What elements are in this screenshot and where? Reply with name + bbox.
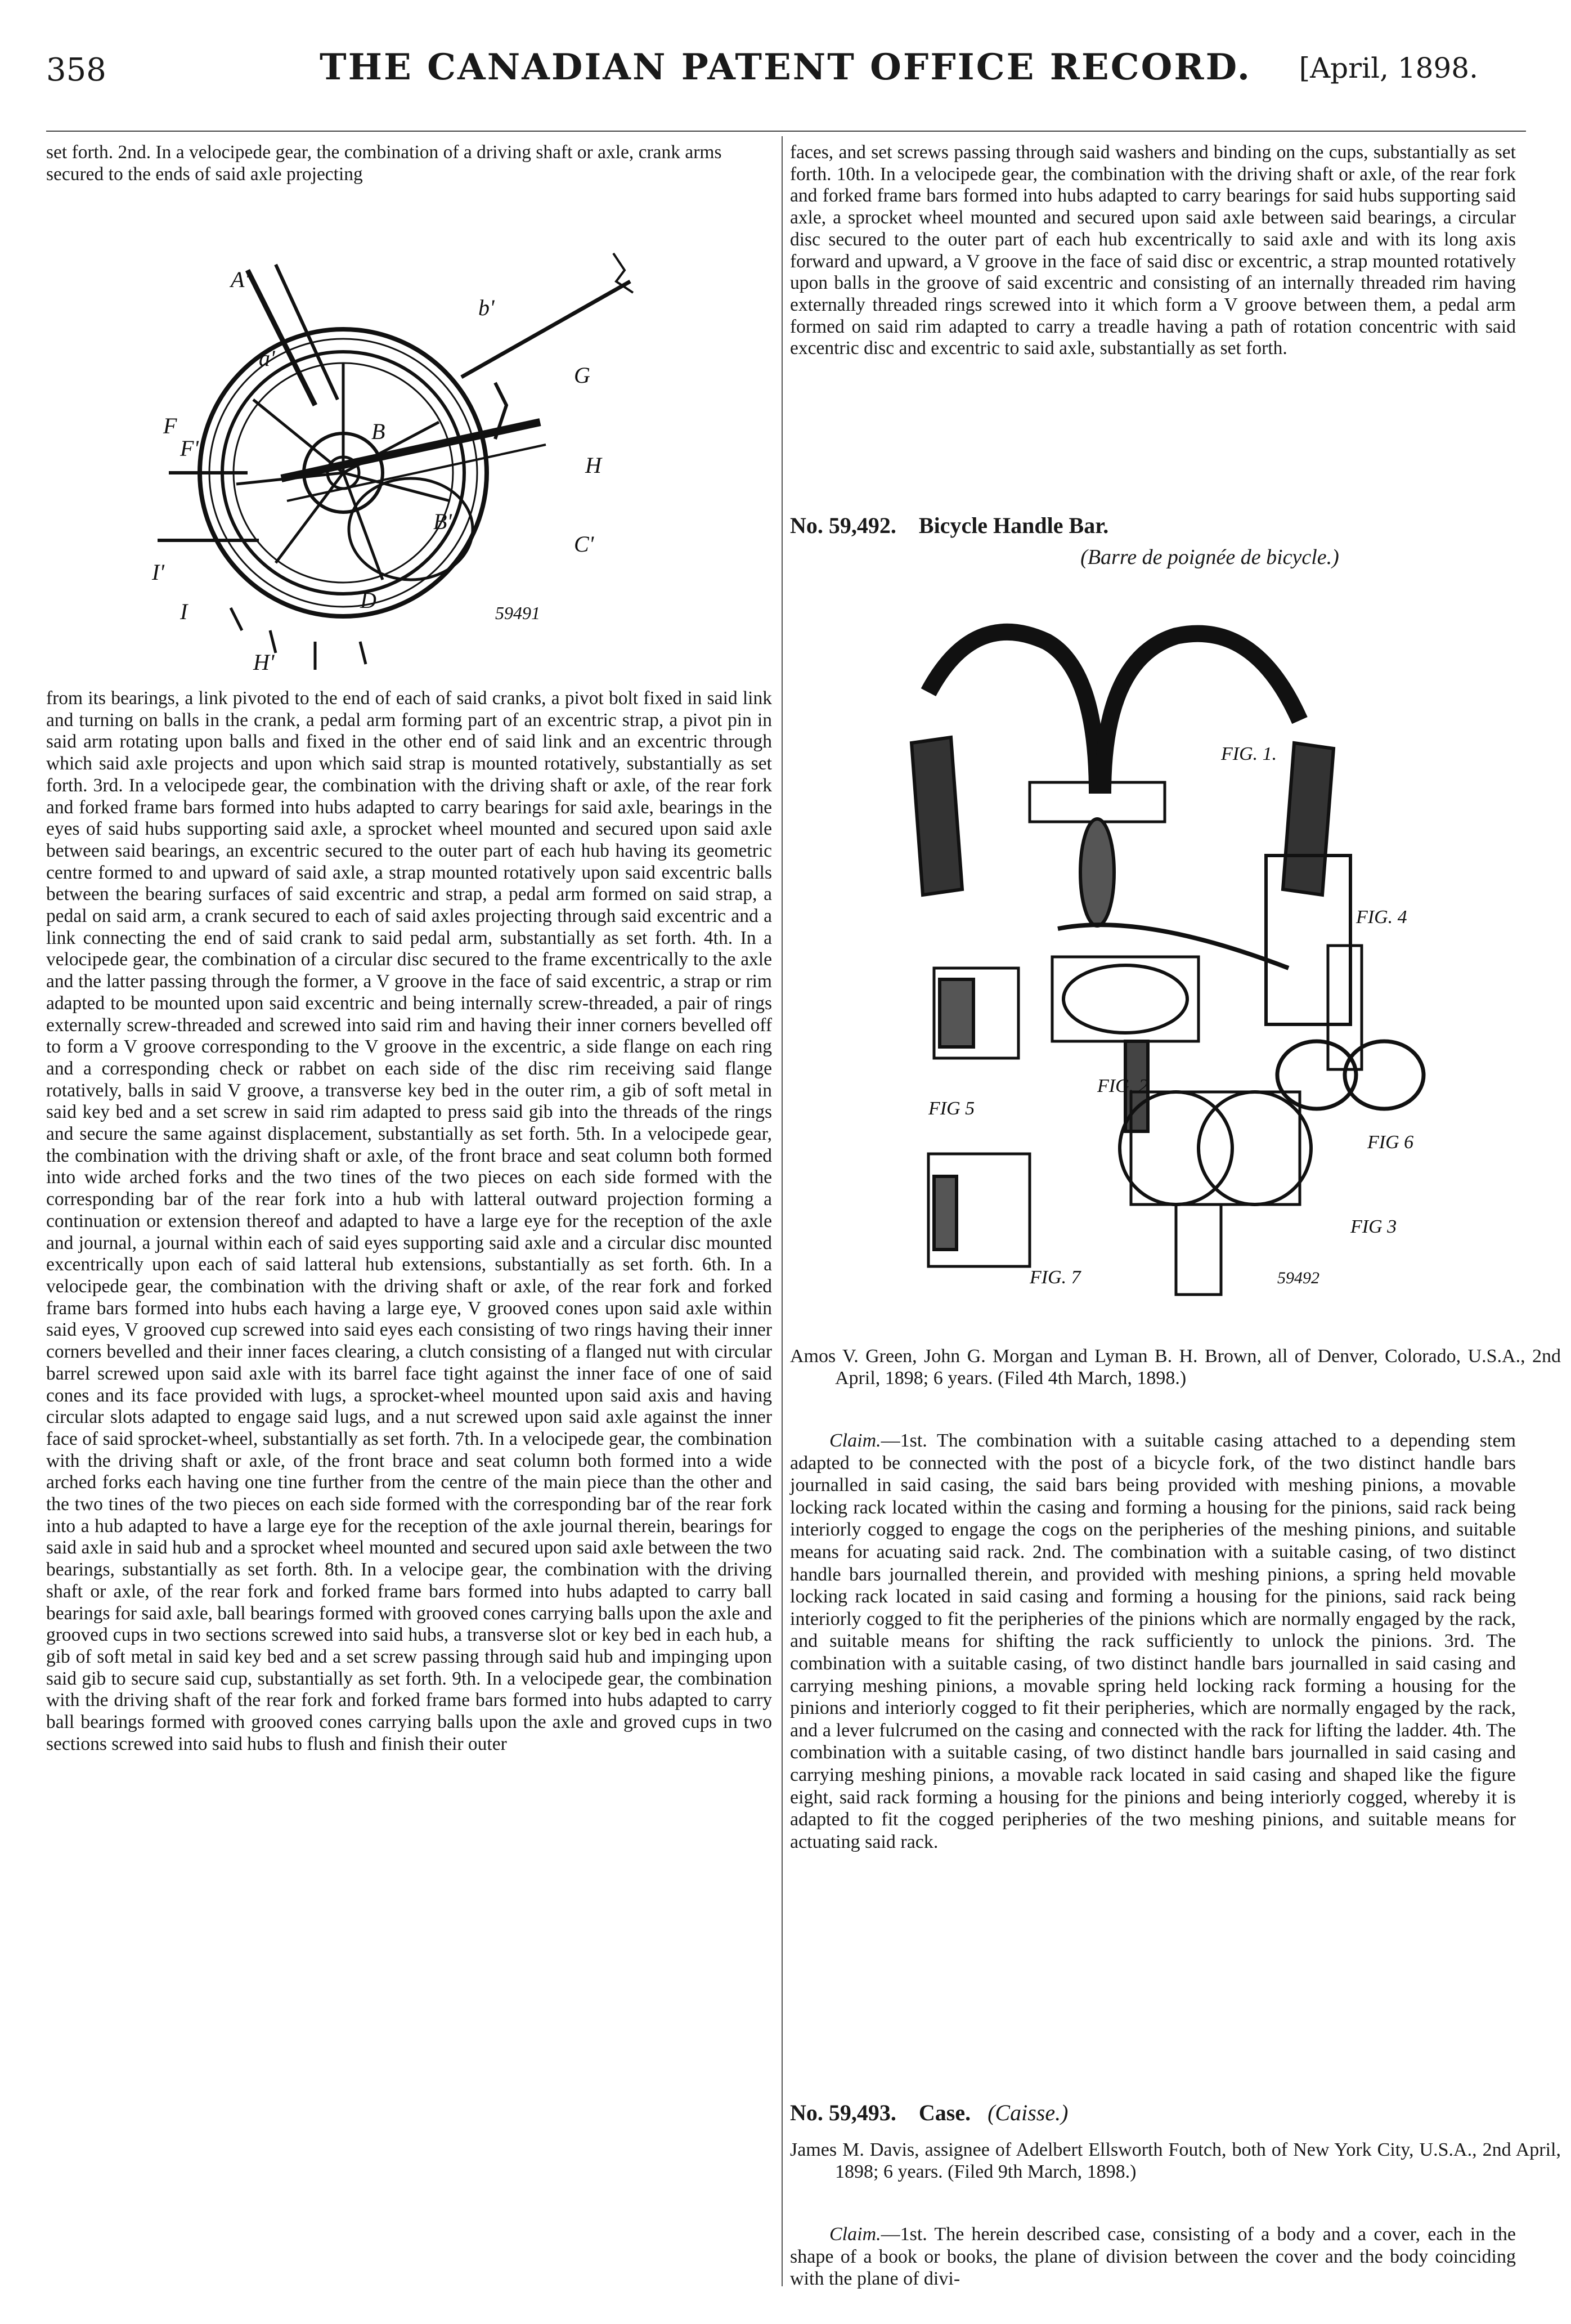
patent-number: No. 59,492. [790, 513, 896, 538]
patent-french-title: (Caisse.) [988, 2100, 1069, 2125]
patent-59493-heading [790, 2099, 1068, 2126]
patent-59493-claim [790, 2223, 1516, 2290]
figure-label: I [180, 599, 188, 624]
figure-label: FIG. 1. [1221, 744, 1277, 764]
figure-caption: 59492 [1277, 1269, 1319, 1287]
journal-title: THE CANADIAN PATENT OFFICE RECORD. [319, 46, 1252, 88]
figure-label: a' [259, 346, 275, 371]
figure-label: D [360, 588, 376, 613]
figure-label: FIG 3 [1350, 1216, 1397, 1237]
patent-title: Bicycle Handle Bar. [918, 513, 1109, 538]
left-body-text: from its bearings, a link pivoted to the end of each of said cranks, a pivot bolt fixed in said link and turning on balls in the crank, a pedal arm forming part of an excentric strap, a pivot pin in said arm rotating upon balls and fixed in the other end of said link and an excentric through which said axle projects and upon which said strap is mounted rotatively, substantially as set forth. 3rd. In a velocipede gear, the combination with the driving shaft or axle, of the rear fork and forked frame bars formed into hubs adapted to carry bearings for said axle, bearings in the eyes of said hubs supporting said axle, a sprocket wheel mounted and secured upon said axle between said bearings, an excentric secured to the outer part of each hub having its geometric centre formed to and upward of said axle, a strap mounted rotatively upon said excentric balls between the bearing surfaces of said excentric and strap, a pedal arm formed on said strap, a pedal on said arm, a crank secured to each of said axles projecting through said excentric and a link connecting the end of said crank to said pedal arm, substantially as set forth. 4th. In a velocipede gear, the combination of a circular disc secured to the frame excentrically to the axle and the latter passing through the former, a V groove in the face of said excentric, a strap or rim adapted to be mounted upon said excentric and being internally screw-threaded, a pair of rings externally screw-threaded and screwed into said rim and having their inner corners bevelled off to form a V groove corresponding to the V groove in the excentric, a side flange on each ring and a corresponding check or rabbet on each side of the disc rim receiving said flange rotatively, balls in said V groove, a transverse key bed in the outer rim, a gib of soft metal in said key bed and a set screw in said rim adapted to press said gib into the threads of the rings and secure the same against displacement, substantially as set forth. 5th. In a velocipede gear, the combination with the driving shaft or axle, of the front brace and seat column both formed into wide arched forks and the two tines of the two pieces on each side formed with the corresponding bar of the rear fork into a hub with latteral outward projection forming a continuation or extension thereof and adapted to have a large eye for the reception of the axle and journal, a journal within each of said eyes supporting said axle and a circular disc mounted excentrically upon each of said latteral hub extensions, substantially as set forth. 6th. In a velocipede gear, the combination with the driving shaft or axle, of the rear fork and forked frame bars formed into hubs each having a large eye, V grooved cones upon said axle within said eyes, V grooved cup screwed into said eyes each consisting of two rings having their inner corners bevelled and their inner faces clearing, a clutch consisting of a flanged nut with circular barrel screwed upon said axle with its barrel face tight against the inner face of one of said cones and its face provided with lugs, a sprocket-wheel mounted upon said axis and having circular slots adapted to engage said lugs, and a nut screwed upon said axle against the inner face of said sprocket-wheel, substantially as set forth. 7th. In a velocipede gear, the combination with the driving shaft or axle, of the front brace and seat column both formed into a wide arched forks each having one tine further from the centre of the main piece than the other and the two tines of the two pieces on each side formed with the corresponding bar of the rear fork into a hub adapted to have a large eye for the reception of the axle journal therein, bearings for said axle in said hub and a sprocket wheel mounted and secured upon said axle between the two bearings, substantially as set forth. 8th. In a velocipe gear, the combination with the driving shaft or axle, of the rear fork and forked frame bars formed into hubs adapted to carry ball bearings for said axle, ball bearings formed with grooved cones carrying balls upon the axle and grooved cups in two sections screwed into said hubs, a transverse slot or key bed in each hub, a gib of soft metal in said key bed and a set screw passing through said hub and impinging upon said gib to secure said cup, substantially as set forth. 9th. In a velocipede gear, the combination with the driving shaft of the rear fork and forked frame bars formed into hubs adapted to carry ball bearings formed with grooved cones carrying balls upon the axle and groved cups in two sections screwed into said hubs to flush and finish their outer [46, 688, 772, 1754]
right-top-text: faces, and set screws passing through said washers and binding on the cups, substantially as set forth. 10th. In a velocipede gear, the combination with the driving shaft or axle, of the rear fork and forked frame bars formed into hubs adapted to carry bearings for said hubs supporting said axle, a sprocket wheel mounted and secured upon said axle between said bearings, a circular disc secured to the outer part of each hub excentrically to said axle and with its long axis forward and upward, a V groove in the face of said disc or excentric, a strap mounted rotatively upon balls in the groove of said excentric and consisting of an internally threaded rim having externally threaded rings screwed into it which form a V groove between them, a pedal arm formed on said rim adapted to carry a treadle having a path of rotation concentric with said excentric disc and excentric to said axle, substantially as set forth. [790, 142, 1516, 359]
figure-label: H [585, 453, 602, 478]
page-header [0, 39, 1571, 96]
header-rule [46, 131, 1526, 132]
claim-text: —1st. The herein described case, consisting of a body and a cover, each in the shape of a book or books, the plane of division between the cover and the body coinciding with the plane of divi- [790, 2224, 1516, 2290]
claim-label: Claim. [829, 1430, 881, 1451]
figure-label: F [163, 413, 177, 438]
figure-label: FIG. 4 [1356, 907, 1407, 928]
patent-59492-authors: Amos V. Green, John G. Morgan and Lyman B. H. Brown, all of Denver, Colorado, U.S.A., 2nd April, 1898; 6 years. (Filed 4th March, 1898.) [790, 1346, 1561, 1389]
figure-label: FIG 5 [928, 1098, 975, 1119]
figure-label: b' [478, 295, 495, 320]
bicycle-handle-bar-figure [861, 608, 1452, 1323]
figure-label: B' [433, 509, 452, 534]
figure-caption: 59491 [495, 603, 540, 623]
claim-text: —1st. The combination with a suitable casing attached to a depending stem adapted to be connected with the post of a bicycle fork, of the two distinct handle bars journalled in said casing, the said bars being provided with meshing pinions, a movable locking rack located within the casing and forming a housing for the pinions, said rack being interiorly cogged to engage the cogs on the peripheries of the meshing pinions, and suitable means for acuating said rack. 2nd. The combination with a suitable casing, of two distinct handle bars journalled therein, and provided with meshing pinions, a spring held movable locking rack located in said casing and forming a housing for the pinions, said rack being interiorly cogged to fit the peripheries of the pinions which are normally engaged by the rack, and suitable means for shifting the rack sufficiently to unlock the pinions. 3rd. The combination with a suitable casing, of two distinct handle bars journalled in said casing and carrying meshing pinions, a movable spring held locking rack forming a housing for the pinions and interiorly cogged to fit their peripheries, which are normally engaged by the rack, and a lever fulcrumed on the casing and connected with the rack for lifting the ladder. 4th. The combination with a suitable casing, of two distinct handle bars journalled in said casing and carrying meshing pinions, a movable rack located in said casing and shaped like the figure eight, said rack forming a housing for the pinions and being interiorly cogged, whereby it is adapted to fit the cogged peripheries of the two meshing pinions, and suitable means for actuating said rack. [790, 1430, 1516, 1852]
patent-number: No. 59,493. [790, 2100, 896, 2125]
figure-label: FIG 6 [1367, 1132, 1414, 1153]
figure-label: I' [152, 559, 164, 585]
velocipede-gear-figure [146, 236, 653, 675]
patent-59492-heading [790, 512, 1108, 539]
figure-label: H' [253, 650, 275, 675]
figure-label: B [371, 419, 385, 444]
claim-label: Claim. [829, 2224, 881, 2245]
left-top-text: set forth. 2nd. In a velocipede gear, the combination of a driving shaft or axle, crank arms secured to the ends of said axle projecting [46, 142, 722, 185]
patent-59492-french-title: (Barre de poignée de bicycle.) [1080, 545, 1339, 569]
figure-label: FIG. 7 [1030, 1267, 1081, 1288]
issue-date: [April, 1898. [1299, 52, 1478, 84]
column-divider [782, 136, 783, 2286]
page-number: 358 [46, 52, 106, 88]
figure-label: FIG. 2 [1097, 1076, 1148, 1096]
figure-label: G [574, 362, 590, 388]
patent-title: Case. [918, 2100, 971, 2125]
patent-59492-claim [790, 1430, 1516, 1853]
patent-59493-authors: James M. Davis, assignee of Adelbert Ellsworth Foutch, both of New York City, U.S.A., 2nd April, 1898; 6 years. (Filed 9th March, 1898.) [790, 2139, 1561, 2182]
figure-label: C' [574, 531, 594, 557]
figure-label: A' [231, 267, 249, 292]
figure-label: F' [180, 436, 199, 461]
